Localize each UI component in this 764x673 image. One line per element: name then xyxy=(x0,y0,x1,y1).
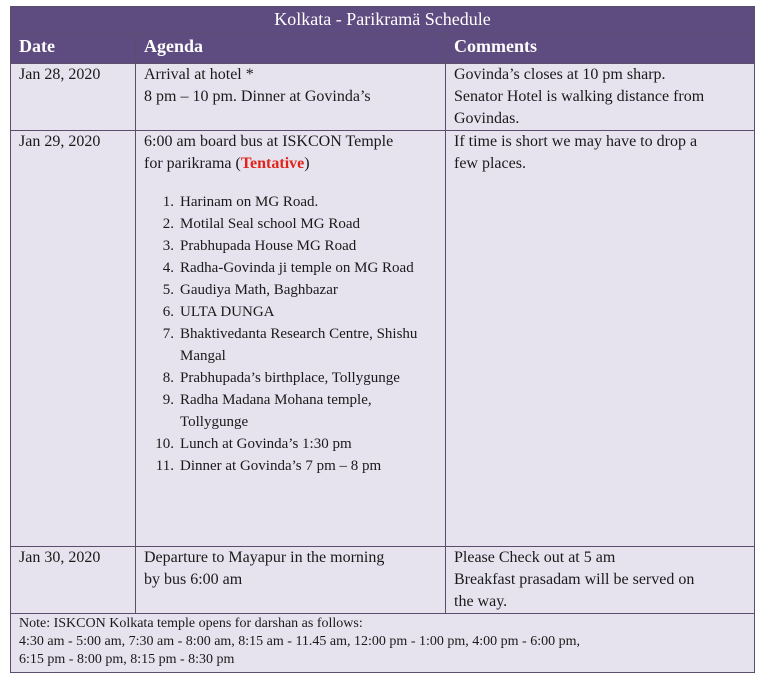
table-row xyxy=(11,131,755,547)
list-item: 5. Gaudiya Math, Baghbazar xyxy=(162,282,338,298)
agenda-text: for parikrama ( xyxy=(144,155,241,172)
agenda-line: 6:00 am board bus at ISKCON Temple xyxy=(144,133,394,150)
schedule-table xyxy=(10,6,755,673)
list-item: 4. Radha-Govinda ji temple on MG Road xyxy=(162,260,414,276)
note-line: 6:15 pm - 8:00 pm, 8:15 pm - 8:30 pm xyxy=(19,652,235,667)
list-item: 1. Harinam on MG Road. xyxy=(162,194,319,210)
comments-cell xyxy=(446,64,755,131)
agenda-line: 8 pm – 10 pm. Dinner at Govinda’s xyxy=(144,88,371,105)
comment-line: Please Check out at 5 am xyxy=(454,549,616,566)
comment-line: the way. xyxy=(454,593,508,610)
agenda-line: Departure to Mayapur in the morning xyxy=(144,549,385,566)
list-item: 2. Motilal Seal school MG Road xyxy=(162,216,360,232)
list-item: 3. Prabhupada House MG Road xyxy=(162,238,357,254)
table-title: Kolkata - Parikramä Schedule xyxy=(11,7,755,34)
date-cell: Jan 28, 2020 xyxy=(11,64,136,131)
agenda-line xyxy=(144,153,439,175)
agenda-cell xyxy=(136,131,446,547)
agenda-line: Arrival at hotel * xyxy=(144,66,254,83)
parikrama-list xyxy=(144,191,439,477)
list-item: 8. Prabhupada’s birthplace, Tollygunge xyxy=(162,370,400,386)
comment-line: few places. xyxy=(454,155,526,172)
agenda-cell xyxy=(136,64,446,131)
schedule-document xyxy=(10,6,754,673)
comment-line: If time is short we may have to drop a xyxy=(454,133,698,150)
comment-line: Govinda’s closes at 10 pm sharp. xyxy=(454,66,666,83)
list-item: 10. Lunch at Govinda’s 1:30 pm xyxy=(155,436,352,452)
date-cell: Jan 29, 2020 xyxy=(11,131,136,547)
note-cell xyxy=(11,614,755,673)
comment-line: Govindas. xyxy=(454,110,520,127)
comment-line: Senator Hotel is walking distance from xyxy=(454,88,705,105)
header-row xyxy=(11,34,755,64)
date-cell: Jan 30, 2020 xyxy=(11,547,136,614)
list-item: 6. ULTA DUNGA xyxy=(162,304,275,320)
agenda-cell xyxy=(136,547,446,614)
table-row xyxy=(11,64,755,131)
header-comments: Comments xyxy=(446,34,755,64)
agenda-text: ) xyxy=(304,155,310,172)
header-agenda: Agenda xyxy=(136,34,446,64)
list-item: 11. Dinner at Govinda’s 7 pm – 8 pm xyxy=(155,458,382,474)
tentative-label: Tentative xyxy=(240,155,305,172)
table-row xyxy=(11,547,755,614)
header-date: Date xyxy=(11,34,136,64)
list-item: 7. Bhaktivedanta Research Centre, Shishu Mangal xyxy=(162,326,418,364)
comment-line: Breakfast prasadam will be served on xyxy=(454,571,695,588)
note-line: 4:30 am - 5:00 am, 7:30 am - 8:00 am, 8:15 am - 11.45 am, 12:00 pm - 1:00 pm, 4:00 pm - 6:00 pm, xyxy=(19,634,580,649)
comments-cell xyxy=(446,547,755,614)
note-row xyxy=(11,614,755,673)
list-item: 9. Radha Madana Mohana temple, Tollygunge xyxy=(162,392,372,430)
comments-cell xyxy=(446,131,755,547)
note-line: Note: ISKCON Kolkata temple opens for darshan as follows: xyxy=(19,616,363,631)
agenda-line: by bus 6:00 am xyxy=(144,571,243,588)
